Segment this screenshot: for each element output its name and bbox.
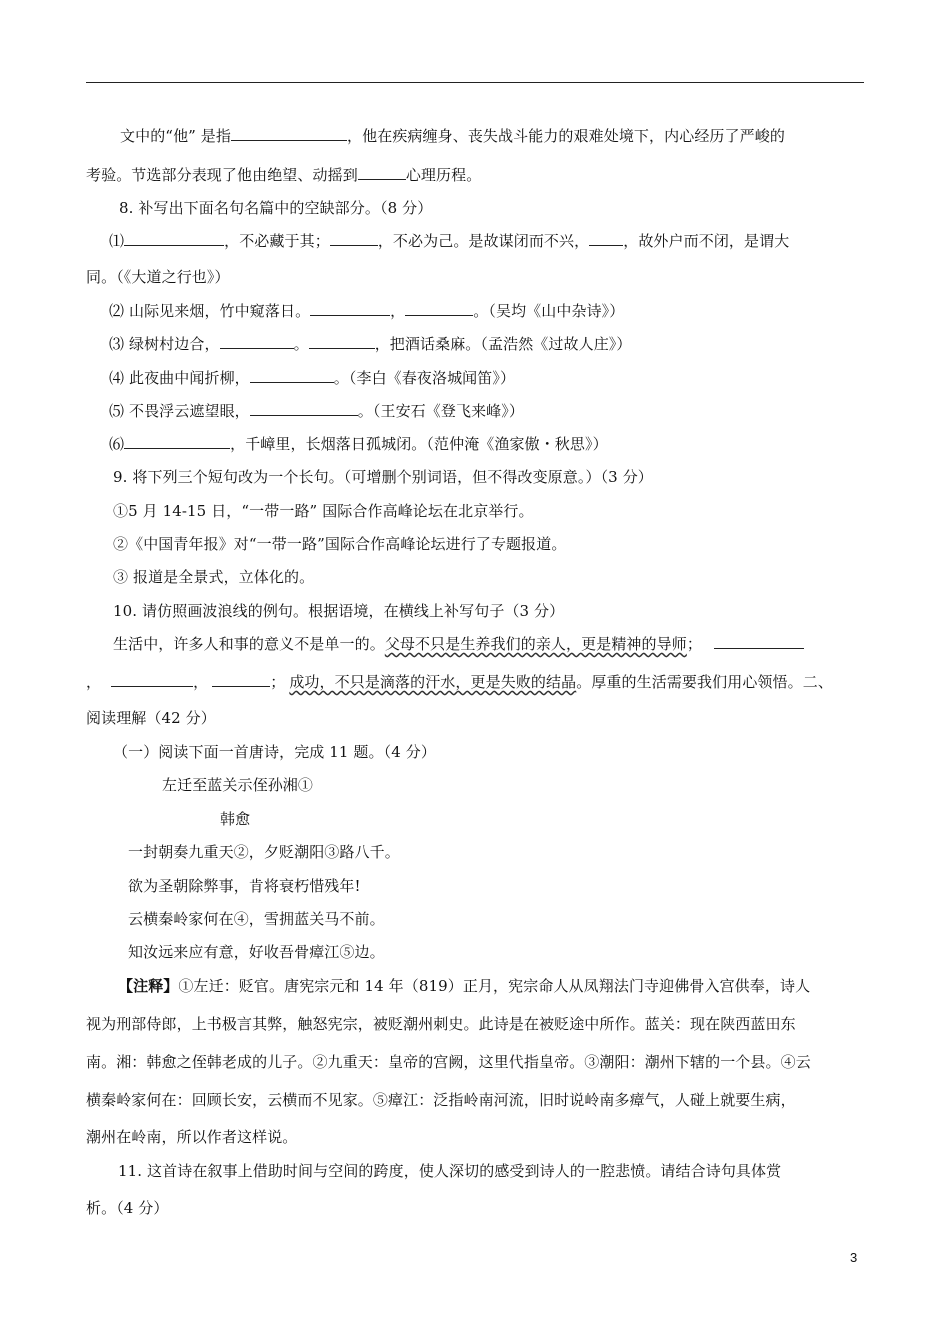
text: 生活中，许多人和事的意义不是单一的。 [113,635,385,653]
part-1-heading: （一）阅读下面一首唐诗，完成 11 题。（4 分） [113,743,436,761]
answer-blank[interactable] [250,401,358,416]
q8-item-1 [109,231,789,251]
q8-item-2 [109,301,624,321]
question-11: 11. 这首诗在叙事上借助时间与空间的跨度，使人深切的感受到诗人的一腔悲愤。请结合诗句具体赏 [118,1162,782,1180]
text: ①左迁：贬官。唐宪宗元和 14 年（819）正月，宪宗命人从凤翔法门寺迎佛骨入宫供奉，诗人 [178,977,811,995]
text: ， [86,673,102,691]
text: ⑸ 不畏浮云遮望眼， [109,402,250,420]
text: 。（李白《春夜洛城闻笛》） [333,369,516,387]
poem-line: 一封朝奏九重天②，夕贬潮阳③路八千。 [128,843,400,861]
q8-item-6 [109,434,608,454]
question-8: 8. 补写出下面名句名篇中的空缺部分。（8 分） [119,199,433,217]
answer-blank[interactable] [220,334,294,349]
page-number: 3 [850,1250,858,1265]
q8-item-3 [109,334,632,354]
answer-blank[interactable] [212,672,270,687]
text: ，千嶂里，长烟落日孤城闭。（范仲淹《渔家傲・秋思》） [230,435,608,453]
text: ⑹ [109,435,125,453]
question-10: 10. 请仿照画波浪线的例句。根据语境，在横线上补写句子（3 分） [113,602,565,620]
text: ； [270,673,286,691]
text: ⑷ 此夜曲中闻折柳， [109,369,250,387]
poem-author: 韩愈 [220,810,251,828]
text: ，把酒话桑麻。（孟浩然《过故人庄》） [374,335,632,353]
answer-blank[interactable] [714,634,804,649]
text: ⑴ [109,232,125,250]
q10-line-2 [86,672,833,692]
wavy-example: 父母不只是生养我们的亲人，更是精神的导师 [384,635,687,653]
text: ， [390,302,406,320]
text: 文中的“他” 是指 [120,127,232,145]
answer-blank[interactable] [111,672,193,687]
text: ⑶ 绿树村边合， [109,335,220,353]
answer-blank[interactable] [589,231,623,246]
header-rule [86,82,864,83]
answer-blank[interactable] [330,231,378,246]
text: 。（王安石《登飞来峰》） [357,402,524,420]
q9-item-3: ③ 报道是全景式，立体化的。 [113,568,315,586]
text: 。厚重的生活需要我们用心领悟。二、 [576,673,833,691]
answer-blank[interactable] [358,165,406,180]
answer-blank[interactable] [250,368,334,383]
note-line: 潮州在岭南，所以作者这样说。 [86,1128,298,1146]
answer-blank[interactable] [124,231,224,246]
text: 心理历程。 [405,166,482,184]
poem-line: 云横秦岭家何在④，雪拥蓝关马不前。 [128,910,385,928]
q8-item-5 [109,401,524,421]
note-line: 南。湘：韩愈之侄韩老成的儿子。②九重天：皇帝的宫阙，这里代指皇帝。③潮阳：潮州下辖的一个县。④云 [86,1053,811,1071]
text: ，故外户而不闭，是谓大 [623,232,790,250]
poem-line: 知汝远来应有意，好收吾骨瘴江⑤边。 [128,943,385,961]
text-line: 同。（《大道之行也》） [86,268,230,286]
q9-item-2: ②《中国青年报》对“一带一路”国际合作高峰论坛进行了专题报道。 [113,535,567,553]
answer-blank[interactable] [124,434,230,449]
wavy-example: 成功，不只是滴落的汗水，更是失败的结晶 [289,673,577,691]
text: ⑵ 山际见来烟，竹中窥落日。 [109,302,311,320]
q10-line-1 [113,634,804,654]
answer-blank[interactable] [310,301,390,316]
text: ； [686,635,702,653]
question-11-cont: 析。（4 分） [86,1199,169,1217]
text: ，不必藏于其； [224,232,330,250]
note-label: 【注释】 [118,977,179,995]
poem-title: 左迁至蓝关示侄孙湘① [162,776,314,794]
note-line [118,976,810,996]
q8-item-4 [109,368,515,388]
section-2-heading: 阅读理解（42 分） [86,709,216,727]
answer-blank[interactable] [309,334,375,349]
note-line: 视为刑部侍郎，上书极言其弊，触怒宪宗，被贬潮州刺史。此诗是在被贬途中所作。蓝关：现在陕西蓝田东 [86,1015,796,1033]
answer-blank[interactable] [231,126,347,141]
text-line [86,165,481,185]
poem-line: 欲为圣朝除弊事，肯将衰朽惜残年! [128,877,361,895]
text: ，他在疾病缠身、丧失战斗能力的艰难处境下，内心经历了严峻的 [347,127,785,145]
answer-blank[interactable] [405,301,473,316]
text: ，不必为己。是故谋闭而不兴， [377,232,590,250]
text: ， [193,673,209,691]
note-line: 横秦岭家何在：回顾长安，云横而不见家。⑤瘴江：泛指岭南河流，旧时说岭南多瘴气，人碰上就要生病， [86,1091,796,1109]
text: 考验。节选部分表现了他由绝望、动摇到 [86,166,358,184]
text-line [120,126,785,146]
text: 。 [293,335,309,353]
question-9: 9. 将下列三个短句改为一个长句。（可增删个别词语，但不得改变原意。）（3 分） [113,468,653,486]
text: 。（吴均《山中杂诗》） [473,302,625,320]
q9-item-1: ①5 月 14-15 日，“一带一路” 国际合作高峰论坛在北京举行。 [113,502,534,520]
